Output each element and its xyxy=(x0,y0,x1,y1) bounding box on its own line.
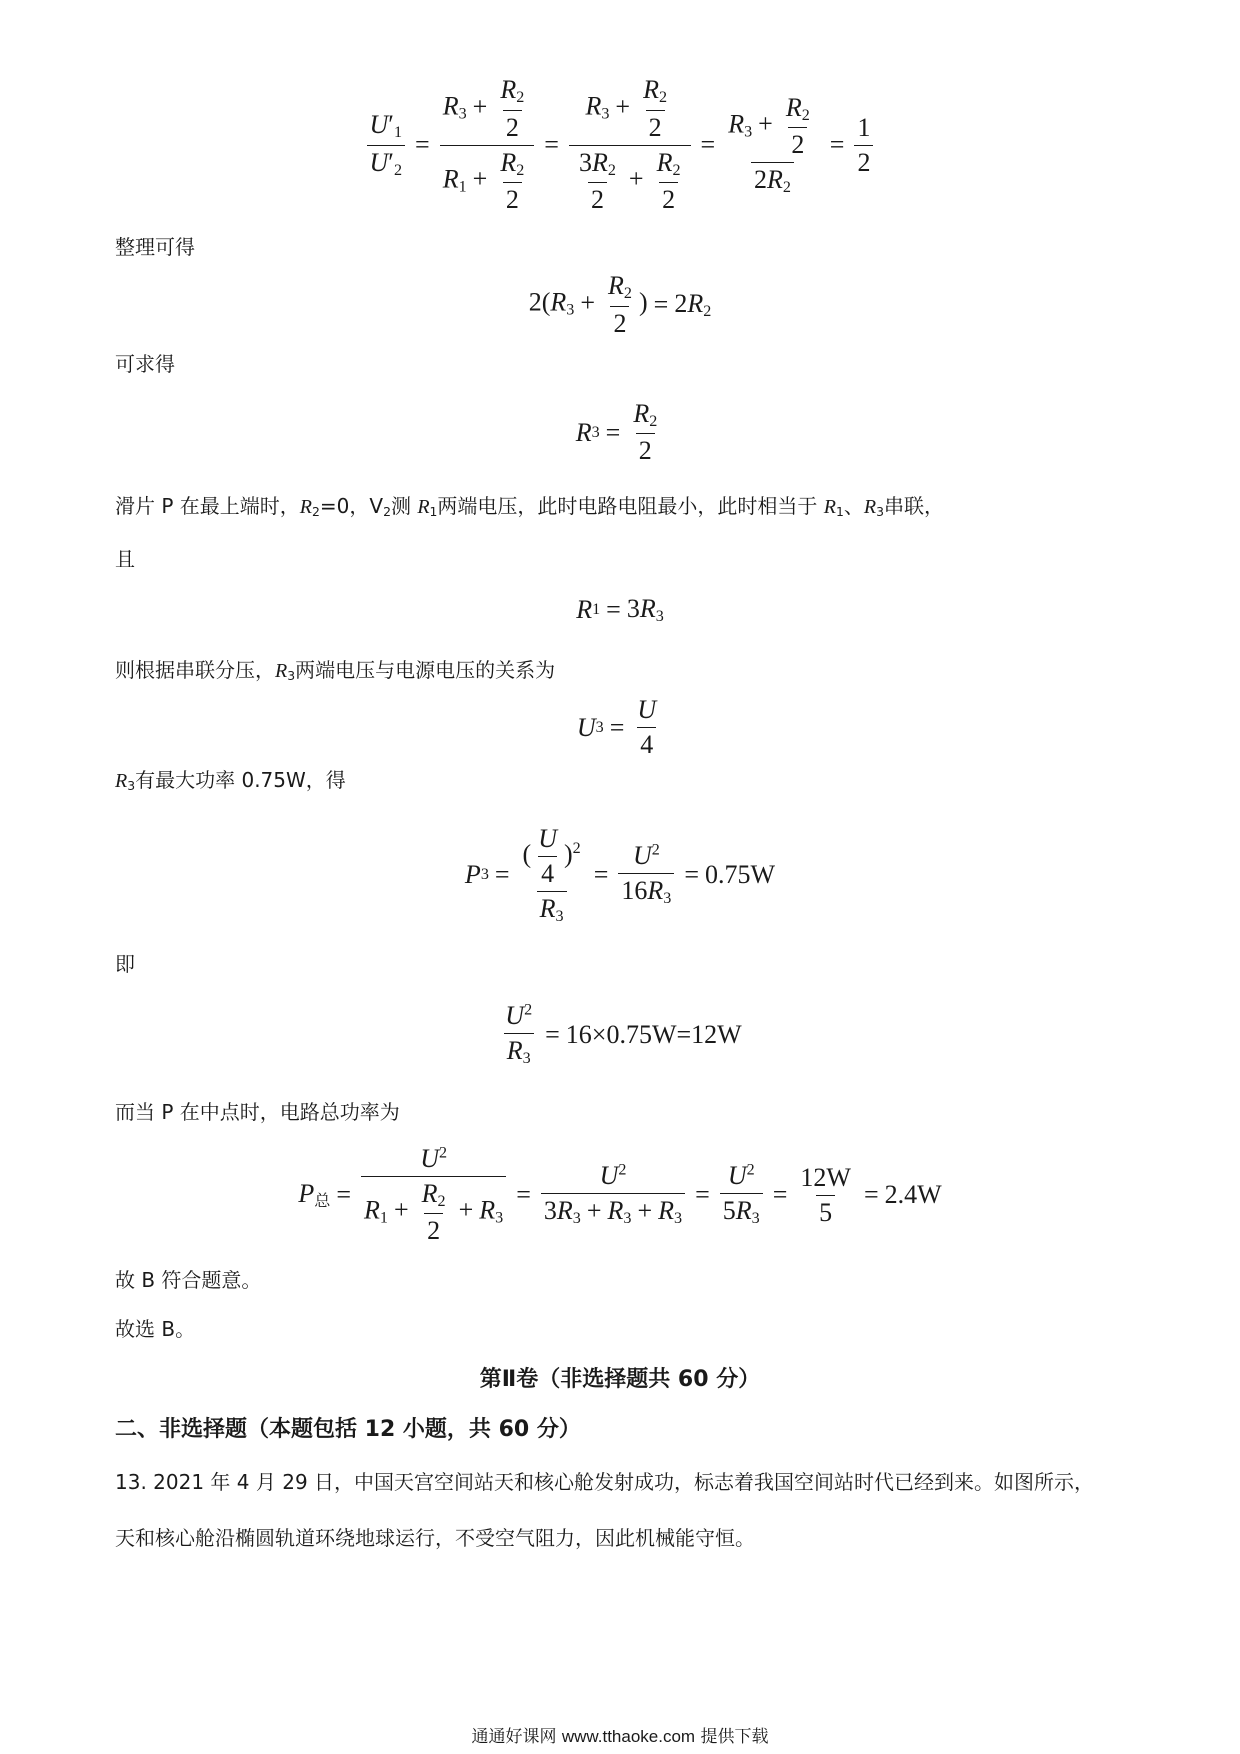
text-midpoint: 而当 P 在中点时，电路总功率为 xyxy=(115,1100,400,1124)
text-organize: 整理可得 xyxy=(115,235,195,259)
equation-organized: $2(R_3$ + $\frac{R_2}{2}$ ) = $2R_2$ xyxy=(528,271,712,338)
footer-note: 提供下载 xyxy=(700,1727,769,1747)
text-that: 即 xyxy=(115,952,135,976)
footer-url[interactable]: www.tthaoke.com xyxy=(561,1727,696,1746)
equation-r1: R 1 = $3R_3$ xyxy=(576,593,664,625)
page-footer xyxy=(0,1722,1240,1747)
part-heading: 二、非选择题（本题包括 12 小题，共 60 分） xyxy=(115,1417,581,1442)
equation-r3: R 3 = $\frac{R_2}{2}$ xyxy=(575,398,658,465)
text-choose: 故选 B。 xyxy=(115,1317,196,1341)
equation-p3: P 3 = ( $\frac{U}{4}$ )$^2$ $R_3$ = $\frac{U^2}{16R_3}$ = 0.75W xyxy=(464,823,776,925)
equation-u2-r3: $\frac{U^2}{R_3}$ = 16×0.75W=12W xyxy=(505,1001,742,1068)
question-13-line-2: 天和核心舱沿椭圆轨道环绕地球运行，不受空气阻力，因此机械能守恒。 xyxy=(115,1526,755,1550)
section-title: 第Ⅱ卷（非选择题共 60 分） xyxy=(479,1367,761,1392)
equation-voltage-ratio: $\frac{U'_1}{U'_2}$ = $R_3$ + $\frac{R_2}{2}$ $R_1$ + $\frac{R_2}{2}$ = $R_3$ + $\frac{R_2}{2}$ $\frac{3R_2}{2}$ + $\frac{R_2}{2}$ = $R_3$ + $\frac{R_2}{2}$ $2R_2$ = $\frac{1}{2}$ xyxy=(0,90,1240,200)
text-and: 且 xyxy=(115,547,135,571)
text-slider-top: 滑片 P 在最上端时，$R_2=0$，$V_2$测 $R_1$两端电压，此时电路电阻最小，此时相当于 $R_1$、$R_3$串联， xyxy=(115,494,944,520)
footer-site-name: 通通好课网 xyxy=(471,1727,557,1747)
equation-total-power: $P_总$ = $U^2$ $R_1$ + $\frac{R_2}{2}$ + $R_3$ = $\frac{U^2}{3R_3 + R_3 + R_3}$ = $\frac{U^2}{5R_3}$ = $\frac{12W}{5}$ = 2.4W xyxy=(298,1143,942,1245)
text-max-power: $R_3$有最大功率 0.75W，得 xyxy=(115,768,346,794)
question-13-line-1: 13. 2021 年 4 月 29 日，中国天宫空间站天和核心舱发射成功，标志着我国空间站时代已经到来。如图所示， xyxy=(115,1470,1095,1494)
equation-u3: U 3 = $\frac{U}{4}$ xyxy=(576,695,657,759)
text-can-find: 可求得 xyxy=(115,352,175,376)
text-fits: 故 B 符合题意。 xyxy=(115,1268,262,1292)
text-series-divide: 则根据串联分压，$R_3$两端电压与电源电压的关系为 xyxy=(115,658,556,684)
